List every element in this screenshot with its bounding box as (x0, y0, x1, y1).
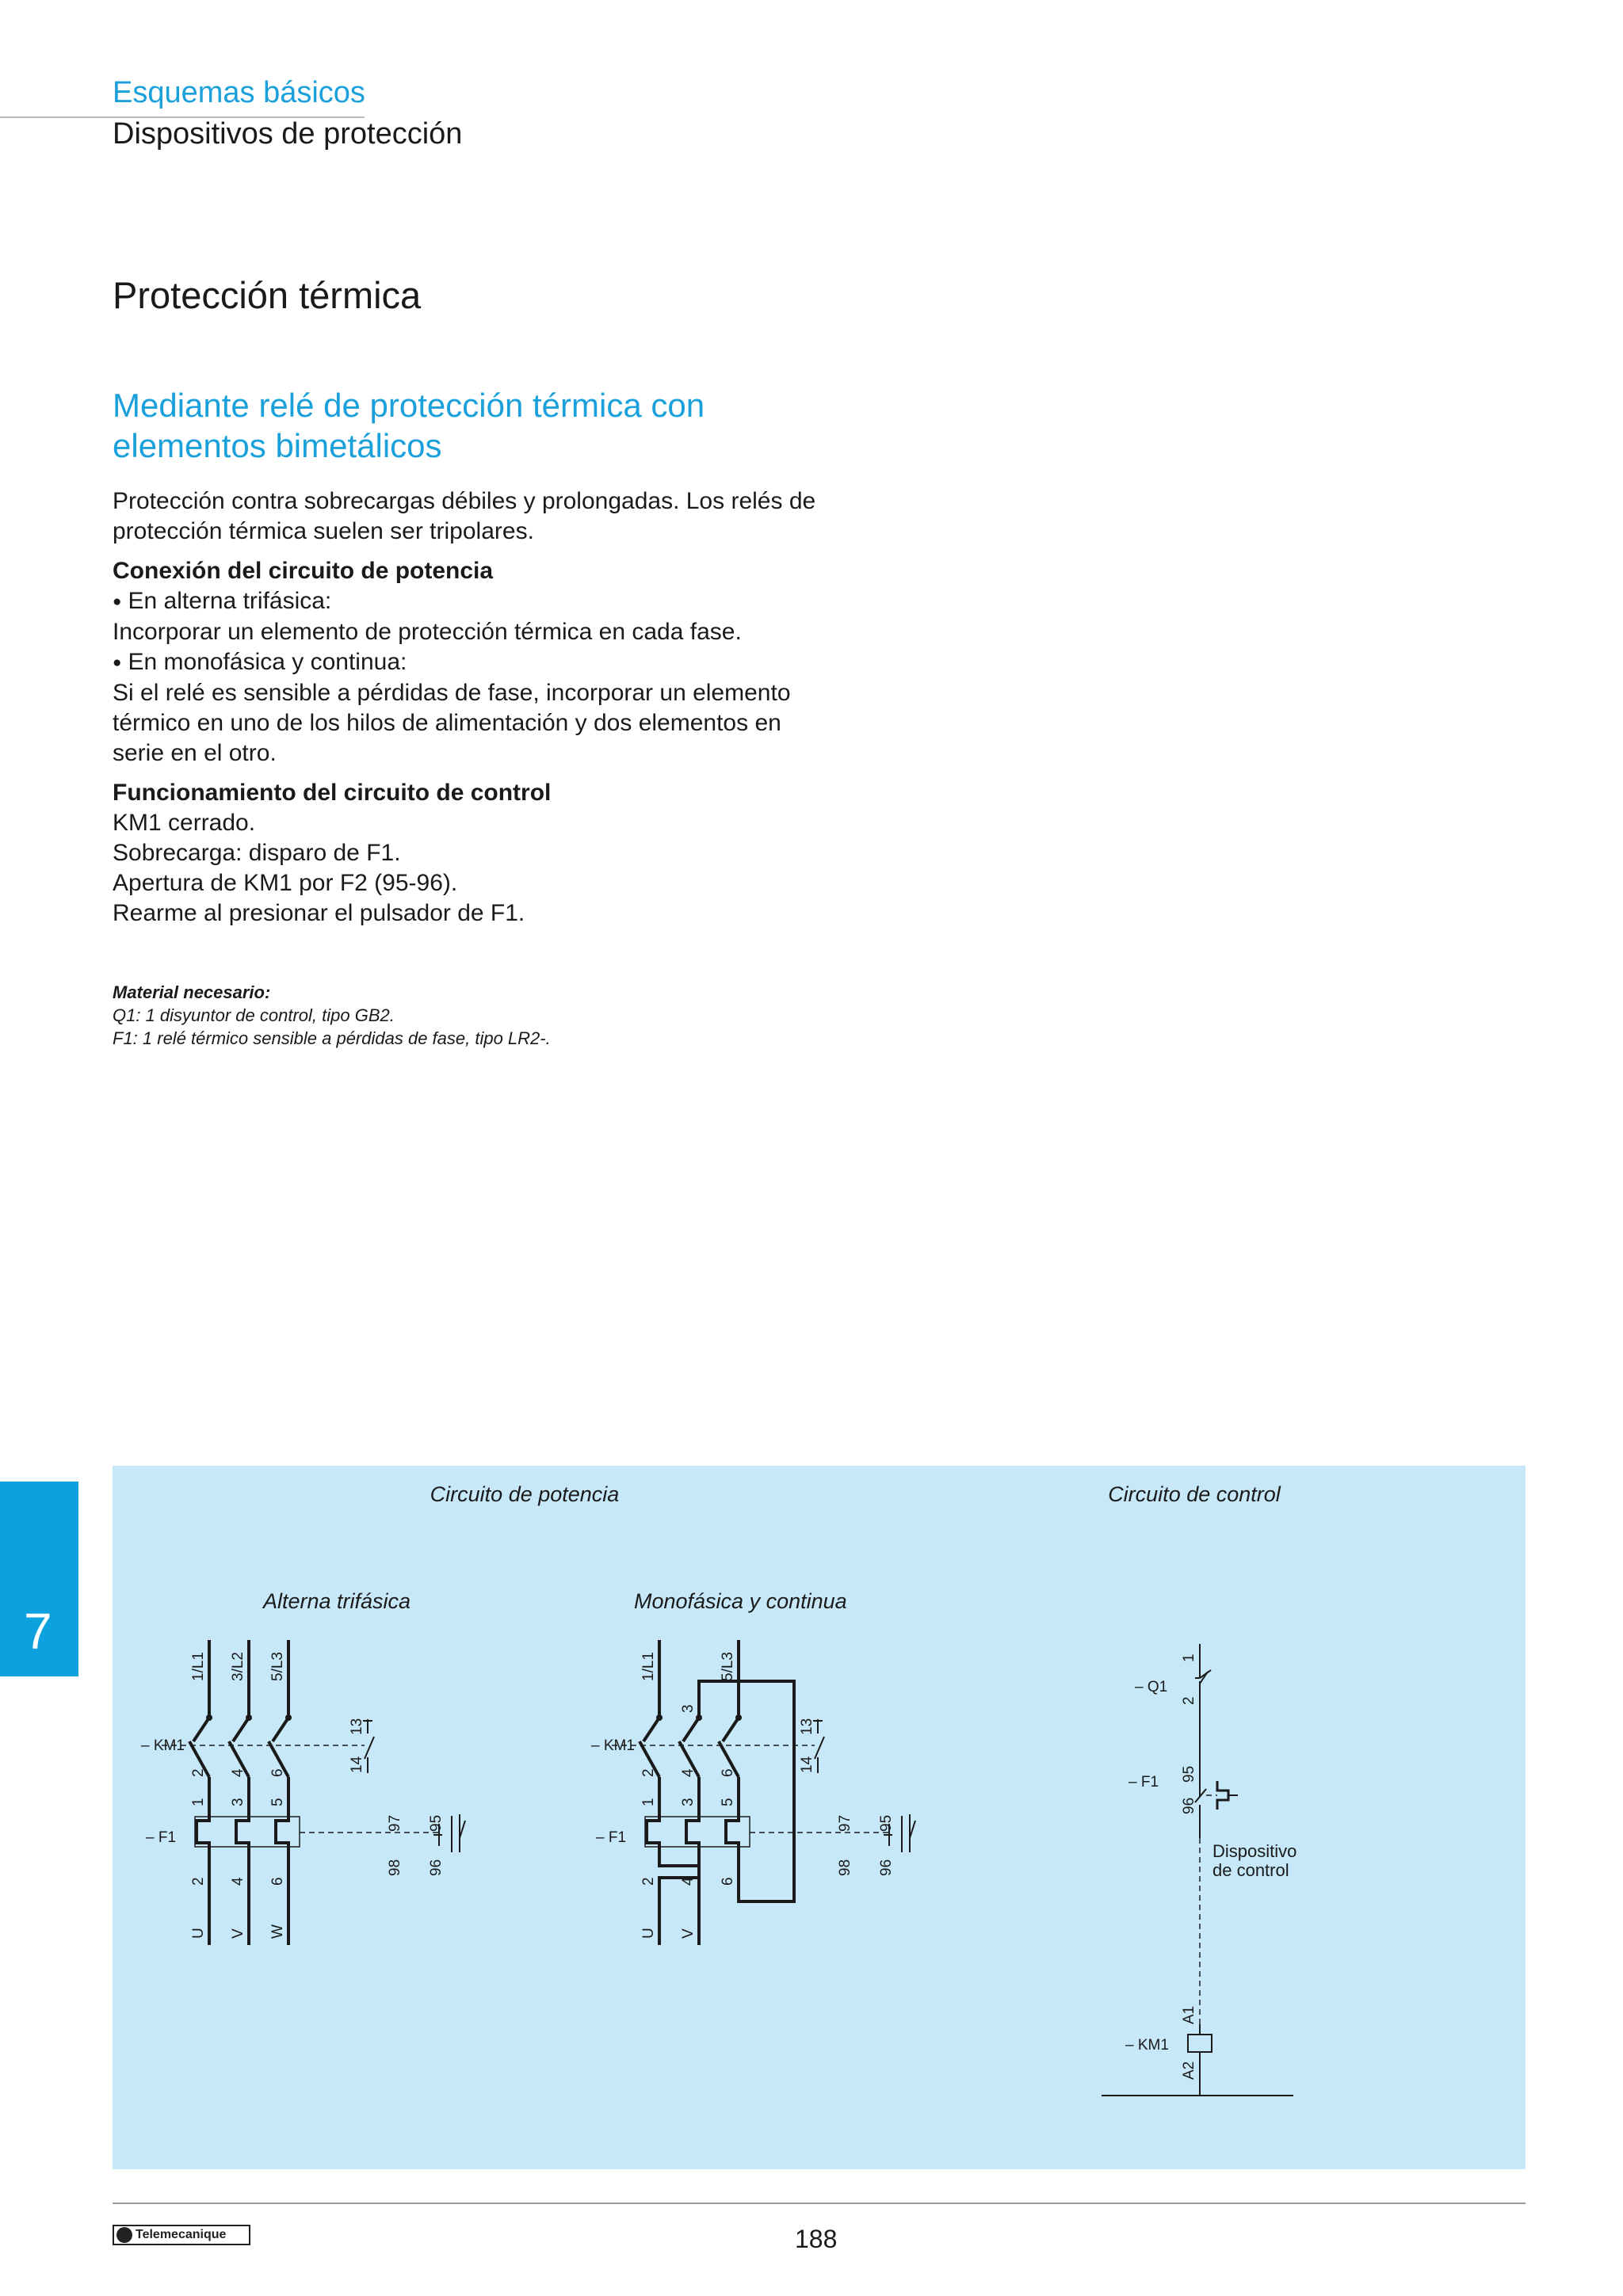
relay-contact-label: 97 (837, 1814, 854, 1832)
body-text (113, 486, 826, 929)
wiring-diagram (113, 1466, 1526, 2169)
intro-paragraph: Protección contra sobrecargas débiles y prolongadas. Los relés de protección térmica suelen ser tripolares. (113, 488, 816, 544)
km1-label: – KM1 (591, 1737, 635, 1754)
terminal-label: 2 (190, 1877, 207, 1886)
f1-terminal-label: 96 (1181, 1797, 1197, 1814)
diagram-panel (113, 1466, 1526, 2169)
terminal-label: 2 (640, 1768, 657, 1777)
supply-label: 5/L3 (269, 1652, 286, 1681)
f1-terminal-label: 95 (1181, 1765, 1197, 1783)
control-line: Sobrecarga: disparo de F1. (113, 840, 401, 866)
supply-label: 1/L1 (190, 1652, 207, 1681)
terminal-label: 4 (230, 1768, 246, 1777)
terminal-label: 4 (230, 1877, 246, 1886)
section-title: Esquemas básicos (113, 76, 365, 109)
output-label: W (269, 1924, 286, 1939)
bullet-three-phase: ● En alterna trifásica: (113, 586, 826, 617)
terminal-label: 3 (230, 1798, 246, 1806)
terminal-label: 1 (640, 1798, 657, 1806)
terminal-label: 4 (680, 1877, 697, 1886)
output-label: U (640, 1928, 657, 1939)
brand-name: Telemecanique (136, 2228, 227, 2241)
km1-label: – KM1 (141, 1737, 185, 1754)
page-title: Protección térmica (113, 274, 422, 316)
three-phase-diagram (141, 1640, 465, 1945)
supply-label: 1/L1 (640, 1652, 657, 1681)
q1-terminal-label: 2 (1181, 1696, 1197, 1705)
material-note (113, 981, 826, 1050)
terminal-label: 2 (190, 1768, 207, 1777)
terminal-label: 5 (720, 1798, 736, 1806)
supply-label: 3/L2 (230, 1652, 246, 1681)
f1-label: – F1 (596, 1829, 627, 1846)
control-device-label: de control (1212, 1860, 1289, 1880)
output-label: V (680, 1928, 697, 1939)
control-device-label: Dispositivo (1212, 1841, 1297, 1861)
page-subtitle: Mediante relé de protección térmica con elementos bimetálicos (113, 387, 705, 464)
q1-label: – Q1 (1135, 1679, 1168, 1695)
single-phase-diagram (591, 1640, 915, 1945)
page-number: 188 (795, 2225, 838, 2253)
relay-contact-label: 98 (837, 1859, 854, 1876)
f1-label: – F1 (1128, 1774, 1159, 1791)
control-heading: Funcionamiento del circuito de control (113, 780, 552, 806)
q1-terminal-label: 1 (1181, 1653, 1197, 1662)
material-heading: Material necesario: (113, 982, 271, 1002)
terminal-label: 1 (190, 1798, 207, 1806)
brand-logo-icon (116, 2227, 132, 2243)
terminal-label: 6 (269, 1768, 286, 1777)
power-heading: Conexión del circuito de potencia (113, 558, 494, 584)
brand-logo (113, 2225, 250, 2245)
terminal-label: 2 (640, 1877, 657, 1886)
chapter-number: 7 (24, 1603, 52, 1660)
aux-contact-label: 14 (799, 1756, 815, 1773)
relay-contact-label: 96 (428, 1859, 445, 1876)
subsection-title: Dispositivos de protección (113, 117, 463, 151)
output-label: U (190, 1928, 207, 1939)
chapter-tab (0, 1482, 78, 1676)
material-line: F1: 1 relé térmico sensible a pérdidas de fase, tipo LR2-. (113, 1028, 551, 1048)
km1-coil-label: – KM1 (1125, 2037, 1169, 2054)
coil-terminal-label: A2 (1181, 2061, 1197, 2080)
control-line: Apertura de KM1 por F2 (95-96). (113, 870, 458, 896)
bullet-single-phase-text: Si el relé es sensible a pérdidas de fase, incorporar un elemento térmico en uno de los hilos de alimentación y dos elementos en serie en el otro. (113, 680, 791, 766)
aux-contact-label: 14 (349, 1756, 365, 1773)
terminal-label: 6 (720, 1768, 736, 1777)
terminal-label: 6 (269, 1877, 286, 1886)
terminal-label: 6 (720, 1877, 736, 1886)
control-line: Rearme al presionar el pulsador de F1. (113, 900, 525, 926)
control-line: KM1 cerrado. (113, 810, 256, 836)
terminal-label: 3 (680, 1798, 697, 1806)
control-circuit-title: Circuito de control (1108, 1482, 1281, 1506)
three-phase-title: Alterna trifásica (263, 1589, 411, 1613)
supply-label: 5/L3 (720, 1652, 736, 1681)
control-diagram (1102, 1644, 1296, 2096)
power-circuit-title: Circuito de potencia (430, 1482, 620, 1506)
bullet-three-phase-text: Incorporar un elemento de protección térmica en cada fase. (113, 619, 742, 645)
coil-terminal-label: A1 (1181, 2005, 1197, 2024)
relay-contact-label: 98 (387, 1859, 403, 1876)
relay-contact-label: 95 (878, 1814, 895, 1832)
f1-label: – F1 (146, 1829, 177, 1846)
terminal-label: 4 (680, 1768, 697, 1777)
footer-rule (113, 2203, 1526, 2204)
terminal-label: 3 (680, 1704, 697, 1713)
single-phase-title: Monofásica y continua (634, 1589, 847, 1613)
output-label: V (230, 1928, 246, 1939)
relay-contact-label: 96 (878, 1859, 895, 1876)
material-line: Q1: 1 disyuntor de control, tipo GB2. (113, 1005, 395, 1025)
terminal-label: 5 (269, 1798, 286, 1806)
relay-contact-label: 95 (428, 1814, 445, 1832)
bullet-single-phase: ● En monofásica y continua: (113, 647, 826, 678)
aux-contact-label: 13 (799, 1718, 815, 1735)
relay-contact-label: 97 (387, 1814, 403, 1832)
aux-contact-label: 13 (349, 1718, 365, 1735)
